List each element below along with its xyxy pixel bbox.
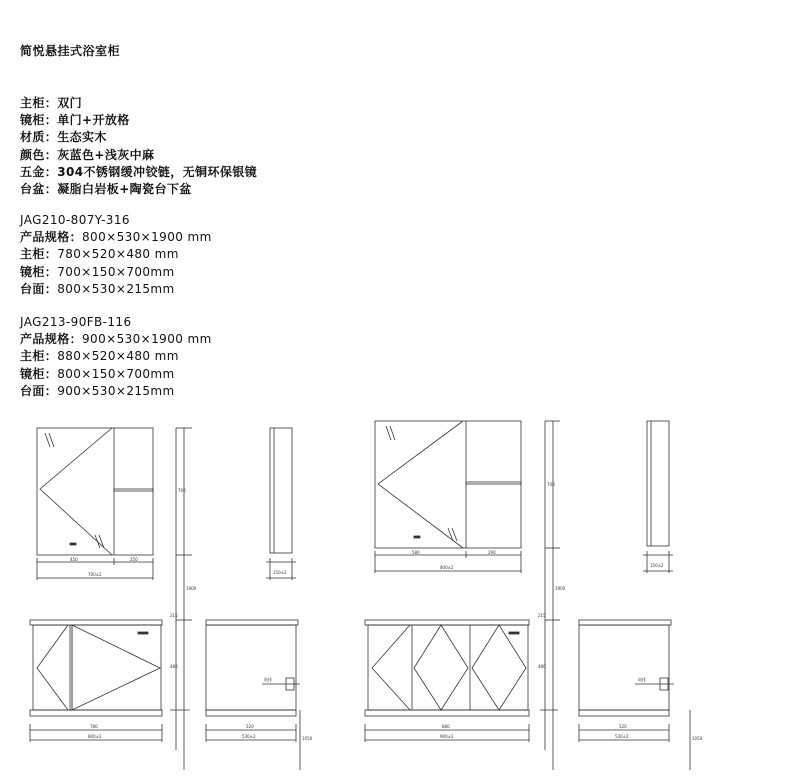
- dim-label: 1050: [692, 736, 703, 741]
- dim-label: 580: [412, 550, 420, 555]
- spec-label: 主柜：: [20, 349, 58, 364]
- left-height-dimension: [170, 428, 192, 770]
- spec-value: 800×150×700mm: [57, 366, 175, 381]
- left-mirror-cabinet-side: [266, 428, 296, 580]
- dim-label: 地排: [264, 677, 272, 682]
- dim-label: 520: [246, 724, 254, 729]
- dim-label: 250: [130, 557, 138, 562]
- spec-label: 镜柜：: [20, 264, 58, 279]
- dim-label: 880: [442, 724, 450, 729]
- dim-label: 700: [547, 482, 555, 487]
- right-mirror-cabinet-side: [643, 421, 673, 573]
- dim-label: 290: [488, 550, 496, 555]
- dim-label: 900±2: [440, 734, 454, 739]
- spec-value: 800×530×215mm: [57, 281, 175, 296]
- feature-item: 主柜：双门: [20, 96, 83, 110]
- spec-label: 镜柜：: [20, 366, 58, 381]
- dim-label: 450: [70, 557, 78, 562]
- page-title: 简悦悬挂式浴室柜: [20, 44, 121, 58]
- dim-label: 215: [538, 613, 546, 618]
- model-code: JAG213-90FB-116: [20, 315, 132, 329]
- dim-label: 530±2: [242, 734, 256, 739]
- dim-label: 530±2: [615, 734, 629, 739]
- spec-label: 主柜：: [20, 247, 58, 262]
- spec-label: 产品规格：: [20, 332, 83, 347]
- spec-label: 台面：: [20, 383, 58, 398]
- spec-value: 880×520×480 mm: [57, 349, 179, 364]
- feature-item: 颜色：灰蓝色+浅灰中麻: [20, 147, 155, 162]
- feature-item: 材质：生态实木: [20, 130, 107, 145]
- dim-label: 800±2: [88, 734, 102, 739]
- spec-label: 产品规格：: [20, 230, 83, 245]
- spec-value: 780×520×480 mm: [57, 247, 179, 262]
- spec-value: 800×530×1900 mm: [82, 230, 212, 245]
- spec-value: 700×150×700mm: [57, 264, 175, 279]
- dim-label: 地排: [638, 677, 646, 682]
- dim-label: 215: [170, 613, 178, 618]
- dim-label: 700±2: [88, 572, 102, 577]
- feature-item: 台盆：凝脂白岩板+陶瓷台下盆: [20, 182, 192, 197]
- dim-label: 520: [619, 724, 627, 729]
- dim-label: 480: [170, 664, 178, 669]
- spec-label: 台面：: [20, 281, 58, 296]
- model-code: JAG210-807Y-316: [20, 213, 130, 227]
- dim-label: 150±2: [273, 570, 287, 575]
- right-vanity-side: [579, 620, 690, 770]
- dim-label: 150±2: [650, 563, 664, 568]
- dim-label: 1900: [186, 586, 197, 591]
- dim-label: 1900: [555, 586, 566, 591]
- right-height-dimension: [540, 421, 560, 770]
- left-vanity-side: [206, 620, 300, 770]
- feature-item: 镜柜：单门+开放格: [20, 113, 130, 128]
- dim-label: 480: [538, 664, 546, 669]
- dim-label: 1050: [302, 736, 313, 741]
- spec-value: 900×530×1900 mm: [82, 332, 212, 347]
- spec-value: 900×530×215mm: [57, 383, 175, 398]
- dim-label: 780: [90, 724, 98, 729]
- dim-label: 700: [178, 488, 186, 493]
- feature-item: 五金：304不锈钢缓冲铰链，无铜环保银镜: [20, 164, 258, 179]
- right-mirror-cabinet-front: [375, 421, 521, 573]
- dim-label: 800±2: [440, 565, 454, 570]
